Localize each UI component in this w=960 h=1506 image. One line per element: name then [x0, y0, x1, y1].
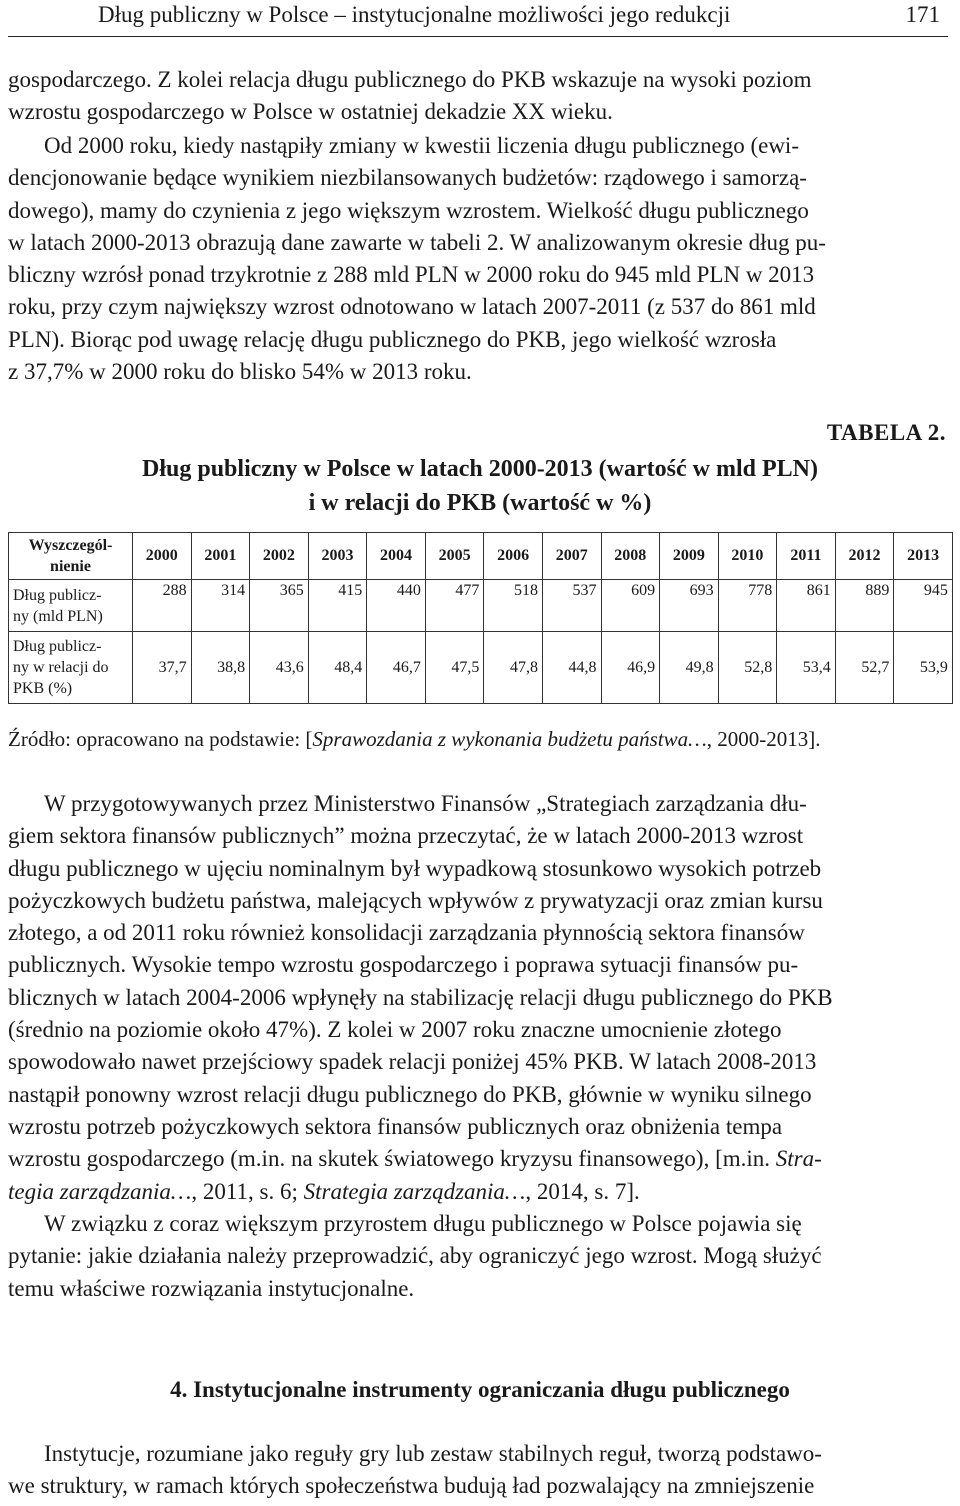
paragraph-question [8, 1208, 952, 1305]
text-line: gospodarczego. Z kolei relacja długu publicznego do PKB wskazuje na wysoki poziom [8, 67, 812, 92]
paragraph-strategy [8, 788, 952, 1208]
text-line: w latach 2000-2013 obrazują dane zawarte w tabeli 2. W analizowanym okresie dług pu- [8, 229, 826, 255]
year-header: 2009 [660, 533, 719, 580]
text-line: roku, przy czym największy wzrost odnotowano w latach 2007-2011 (z 537 do 861 mld [8, 294, 816, 320]
text-line: we struktury, w ramach których społeczeństwa budują ład pozwalający na zmniejszenie [8, 1473, 815, 1499]
table-cell: 46,7 [367, 632, 426, 704]
page-number: 171 [905, 2, 940, 27]
table-cell: 53,4 [777, 632, 836, 704]
text-line: dowego), mamy do czynienia z jego większym wzrostem. Wielkość długu publicznego [8, 197, 809, 223]
text-line: Od 2000 roku, kiedy nastąpiły zmiany w kwestii liczenia długu publicznego (ewi- [44, 133, 799, 158]
text-line: długu publicznego w ujęciu nominalnym był wypadkową stosunkowo wysokich potrzeb [8, 855, 822, 881]
text-line: giem sektora finansów publicznych” można przeczytać, że w latach 2000-2013 wzrost [8, 823, 804, 849]
text-line: z 37,7% w 2000 roku do blisko 54% w 2013 roku. [8, 359, 472, 385]
text-line: tegia zarządzania…, 2011, s. 6; Strategia zarządzania…, 2014, s. 7]. [8, 1178, 640, 1204]
table-cell: 861 [777, 580, 836, 632]
text-line: blicznych w latach 2004-2006 wpłynęły na stabilizację relacji długu publicznego do PKB [8, 984, 833, 1010]
year-header: 2007 [542, 533, 601, 580]
paragraph-institutions [8, 1438, 952, 1503]
year-header: 2006 [484, 533, 543, 580]
text-line: PLN). Biorąc pod uwagę relację długu publicznego do PKB, jego wielkość wzrosła [8, 326, 777, 352]
table-cell: 53,9 [894, 632, 953, 704]
table-title-line: Dług publiczny w Polsce w latach 2000-2013 (wartość w mld PLN) [142, 456, 818, 482]
table-source-note: Źródło: opracowano na podstawie: [Sprawozdania z wykonania budżetu państwa…, 2000-2013]. [8, 727, 821, 751]
text-line: W przygotowywanych przez Ministerstwo Finansów „Strategiach zarządzania dłu- [44, 791, 807, 816]
year-header: 2010 [718, 533, 777, 580]
source-title: Sprawozdania z wykonania budżetu państwa… [312, 727, 707, 751]
table-cell: 945 [894, 580, 953, 632]
text-line: Instytucje, rozumiane jako reguły gry lub zestaw stabilnych reguł, tworzą podstawo- [44, 1441, 822, 1466]
running-title: Dług publiczny w Polsce – instytucjonalne możliwości jego redukcji [98, 2, 731, 27]
table-cell: 365 [250, 580, 309, 632]
table-cell: 47,5 [425, 632, 484, 704]
table-cell: 609 [601, 580, 660, 632]
table-cell: 48,4 [308, 632, 367, 704]
paragraph-continued [8, 64, 952, 129]
year-header: 2012 [835, 533, 894, 580]
table-cell: 693 [660, 580, 719, 632]
table-cell: 518 [484, 580, 543, 632]
table-cell: 288 [133, 580, 192, 632]
text-line: spowodowało nawet przejściowy spadek relacji poniżej 45% PKB. W latach 2008-2013 [8, 1049, 817, 1075]
table-cell: 49,8 [660, 632, 719, 704]
table-cell: 44,8 [542, 632, 601, 704]
year-header: 2000 [133, 533, 192, 580]
text-line: W związku z coraz większym przyrostem długu publicznego w Polsce pojawia się [44, 1211, 802, 1236]
year-header: 2013 [894, 533, 953, 580]
table-cell: 314 [191, 580, 250, 632]
header-cell-description: Wyszczegól- nienie [9, 533, 133, 580]
debt-table [8, 532, 953, 704]
section-heading: 4. Instytucjonalne instrumenty ograniczania długu publicznego [170, 1377, 790, 1402]
table-cell: 52,7 [835, 632, 894, 704]
table-title-line: i w relacji do PKB (wartość w %) [308, 490, 652, 516]
paragraph-debt-growth [8, 130, 952, 388]
table-cell: 477 [425, 580, 484, 632]
year-header: 2003 [308, 533, 367, 580]
row-label-debt-to-gdp: Dług publicz- ny w relacji do PKB (%) [9, 632, 133, 704]
table-cell: 537 [542, 580, 601, 632]
year-header: 2002 [250, 533, 309, 580]
text-line: pożyczkowych budżetu państwa, malejących wpływów z prywatyzacji oraz zmian kursu [8, 887, 823, 913]
table-cell: 38,8 [191, 632, 250, 704]
table-cell: 37,7 [133, 632, 192, 704]
table-cell: 46,9 [601, 632, 660, 704]
running-header [8, 0, 948, 37]
year-header: 2008 [601, 533, 660, 580]
table-cell: 47,8 [484, 632, 543, 704]
year-header: 2005 [425, 533, 484, 580]
text-line: wzrostu potrzeb pożyczkowych sektora finansów publicznych oraz obniżenia tempa [8, 1113, 783, 1139]
year-header: 2001 [191, 533, 250, 580]
text-line: bliczny wzrósł ponad trzykrotnie z 288 mld PLN w 2000 roku do 945 mld PLN w 2013 [8, 262, 815, 288]
text-line: nastąpił ponowny wzrost relacji długu publicznego do PKB, głównie w wyniku silnego [8, 1081, 812, 1107]
text-line: dencjonowanie będące wynikiem niezbilansowanych budżetów: rządowego i samorzą- [8, 165, 807, 191]
table-cell: 889 [835, 580, 894, 632]
table-label: TABELA 2. [826, 420, 946, 445]
text-line: (średnio na poziomie około 47%). Z kolei w 2007 roku znaczne umocnienie złotego [8, 1017, 782, 1043]
text-line: temu właściwe rozwiązania instytucjonalne. [8, 1275, 415, 1301]
table-title [8, 452, 952, 520]
text-line: publicznych. Wysokie tempo wzrostu gospodarczego i poprawa sytuacji finansów pu- [8, 952, 799, 978]
table-cell: 43,6 [250, 632, 309, 704]
text-line: złotego, a od 2011 roku również konsolidacji zarządzania płynnością sektora finansów [8, 920, 805, 946]
table-cell: 415 [308, 580, 367, 632]
table-row-debt-to-gdp [9, 632, 953, 704]
table-cell: 440 [367, 580, 426, 632]
row-label-debt-value: Dług publicz- ny (mld PLN) [9, 580, 133, 632]
table-row-debt-value [9, 580, 953, 632]
year-header: 2011 [777, 533, 836, 580]
table-cell: 778 [718, 580, 777, 632]
text-line: pytanie: jakie działania należy przeprowadzić, aby ograniczyć jego wzrost. Mogą służyć [8, 1243, 822, 1269]
year-header: 2004 [367, 533, 426, 580]
table-header-row [9, 533, 953, 580]
table-cell: 52,8 [718, 632, 777, 704]
text-line: wzrostu gospodarczego w Polsce w ostatniej dekadzie XX wieku. [8, 99, 613, 125]
text-line: wzrostu gospodarczego (m.in. na skutek światowego kryzysu finansowego), [m.in. Stra- [8, 1146, 822, 1172]
